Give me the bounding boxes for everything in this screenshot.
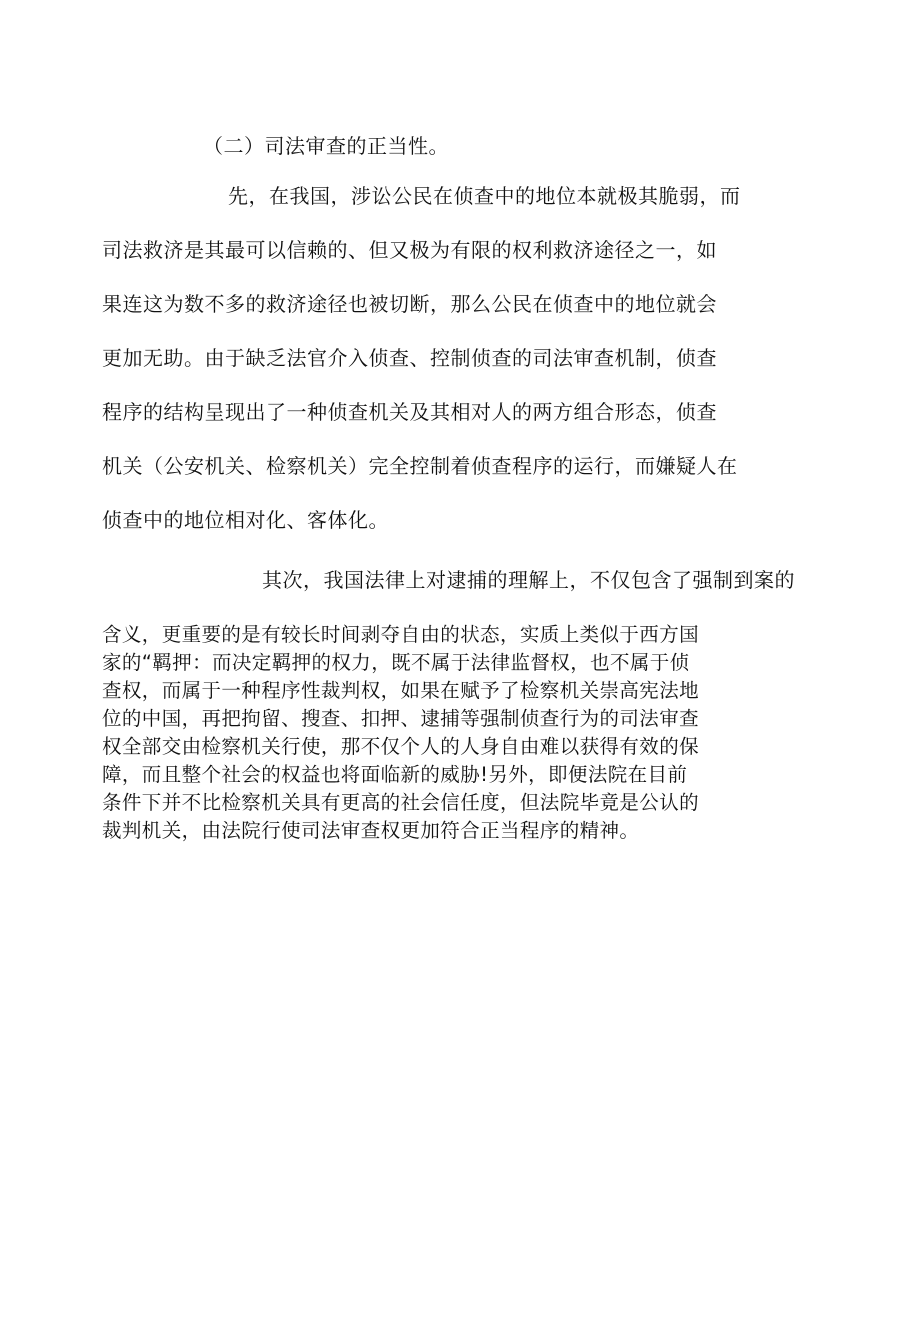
paragraph-line: 障，而且整个社会的权益也将面临新的威胁!另外，即便法院在目前 xyxy=(102,763,688,786)
paragraph-line: 先，在我国，涉讼公民在侦查中的地位本就极其脆弱，而 xyxy=(228,184,741,208)
paragraph-line: 程序的结构呈现出了一种侦查机关及其相对人的两方组合形态，侦查 xyxy=(102,400,717,424)
paragraph-line: 含义，更重要的是有较长时间剥夺自由的状态，实质上类似于西方国 xyxy=(102,623,700,646)
paragraph-line: 位的中国，再把拘留、搜查、扣押、逮捕等强制侦查行为的司法审查 xyxy=(102,707,700,730)
paragraph-line: 裁判机关，由法院行使司法审查权更加符合正当程序的精神。 xyxy=(102,819,640,842)
paragraph-line: 其次，我国法律上对逮捕的理解上，不仅包含了强制到案的 xyxy=(262,568,795,592)
paragraph-line: 更加无助。由于缺乏法官介入侦查、控制侦查的司法审查机制，侦查 xyxy=(102,346,717,370)
paragraph-line: 家的“羁押：而决定羁押的权力，既不属于法律监督权，也不属于侦 xyxy=(102,651,690,674)
paragraph-line: 果连这为数不多的救济途径也被切断，那么公民在侦查中的地位就会 xyxy=(102,292,717,316)
paragraph-line: 机关（公安机关、检察机关）完全控制着侦查程序的运行，而嫌疑人在 xyxy=(102,454,738,478)
paragraph-line: 查权，而属于一种程序性裁判权，如果在赋予了检察机关崇高宪法地 xyxy=(102,679,700,702)
section-heading: （二）司法审查的正当性。 xyxy=(203,134,449,158)
paragraph-line: 司法救济是其最可以信赖的、但又极为有限的权利救济途径之一，如 xyxy=(102,238,717,262)
paragraph-line: 条件下并不比检察机关具有更高的社会信任度，但法院毕竟是公认的 xyxy=(102,791,700,814)
paragraph-line: 权全部交由检察机关行使，那不仅个人的人身自由难以获得有效的保 xyxy=(102,735,700,758)
paragraph-line: 侦查中的地位相对化、客体化。 xyxy=(102,508,389,532)
